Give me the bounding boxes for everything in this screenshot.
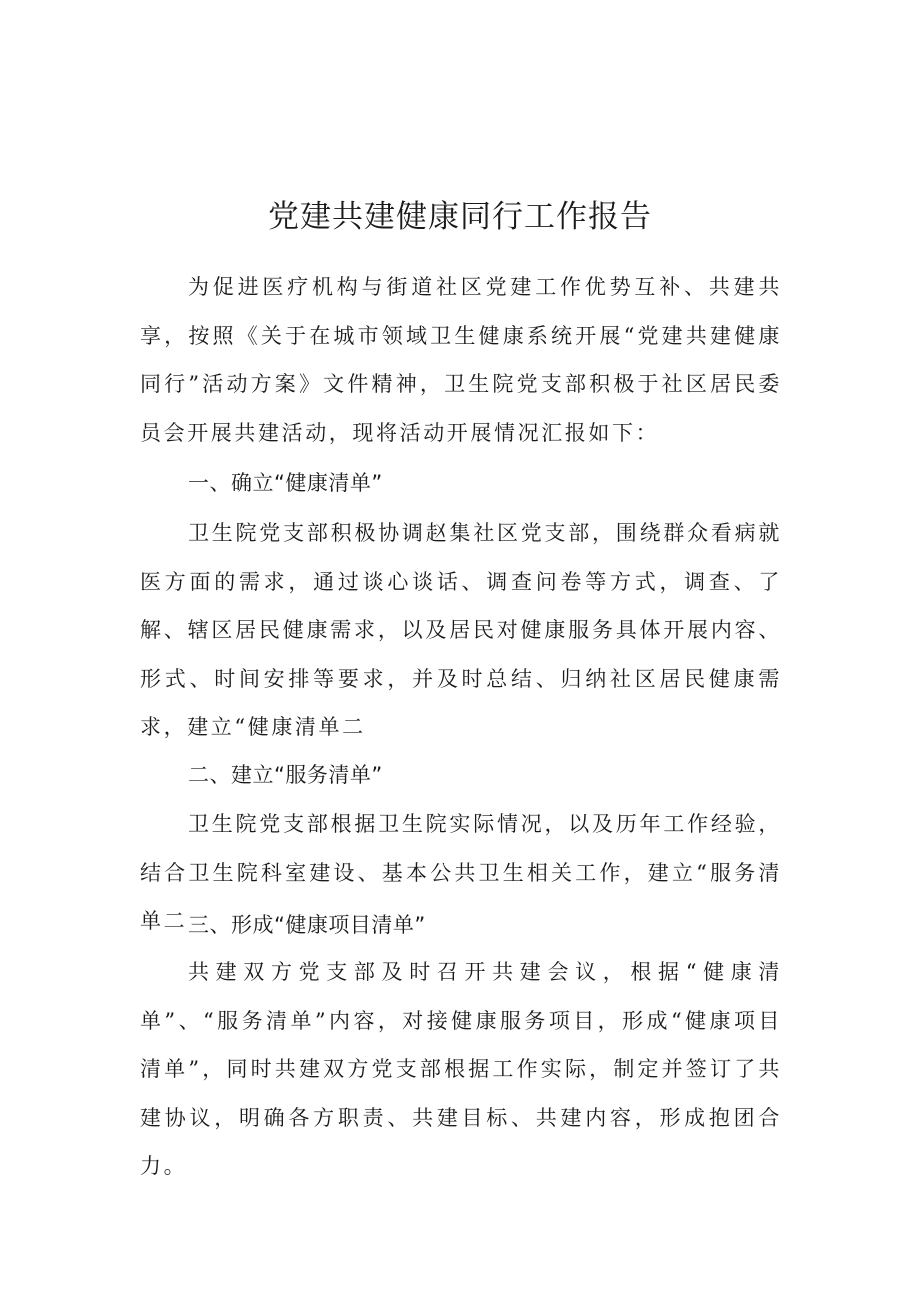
section-paragraph-3: 共建双方党支部及时召开共建会议，根据“健康清单”、“服务清单”内容，对接健康服务项目，形成“健康项目清单”，同时共建双方党支部根据工作实际，制定并签订了共建协议，明确各方职责、共建目标、共建内容，形成抱团合力。: [140, 960, 782, 1178]
section-paragraph-2: 卫生院党支部根据卫生院实际情况，以及历年工作经验，结合卫生院科室建设、基本公共卫生相关工作，建立“服务清单二: [140, 812, 782, 933]
document-title: 党建共建健康同行工作报告: [268, 199, 652, 235]
section-heading-2: 二、建立“服务清单”: [188, 763, 383, 787]
intro-paragraph: 为促进医疗机构与街道社区党建工作优势互补、共建共享，按照《关于在城市领域卫生健康系统开展“党建共建健康同行”活动方案》文件精神，卫生院党支部积极于社区居民委员会开展共建活动，现将活动开展情况汇报如下：: [140, 275, 782, 445]
section-paragraph-1: 卫生院党支部积极协调赵集社区党支部，围绕群众看病就医方面的需求，通过谈心谈话、调查问卷等方式，调查、了解、辖区居民健康需求，以及居民对健康服务具体开展内容、形式、时间安排等要求，并及时总结、归纳社区居民健康需求，建立“健康清单二: [140, 521, 782, 739]
section-heading-1: 一、确立“健康清单”: [188, 471, 383, 495]
section-heading-3: 三、形成“健康项目清单”: [188, 913, 426, 937]
